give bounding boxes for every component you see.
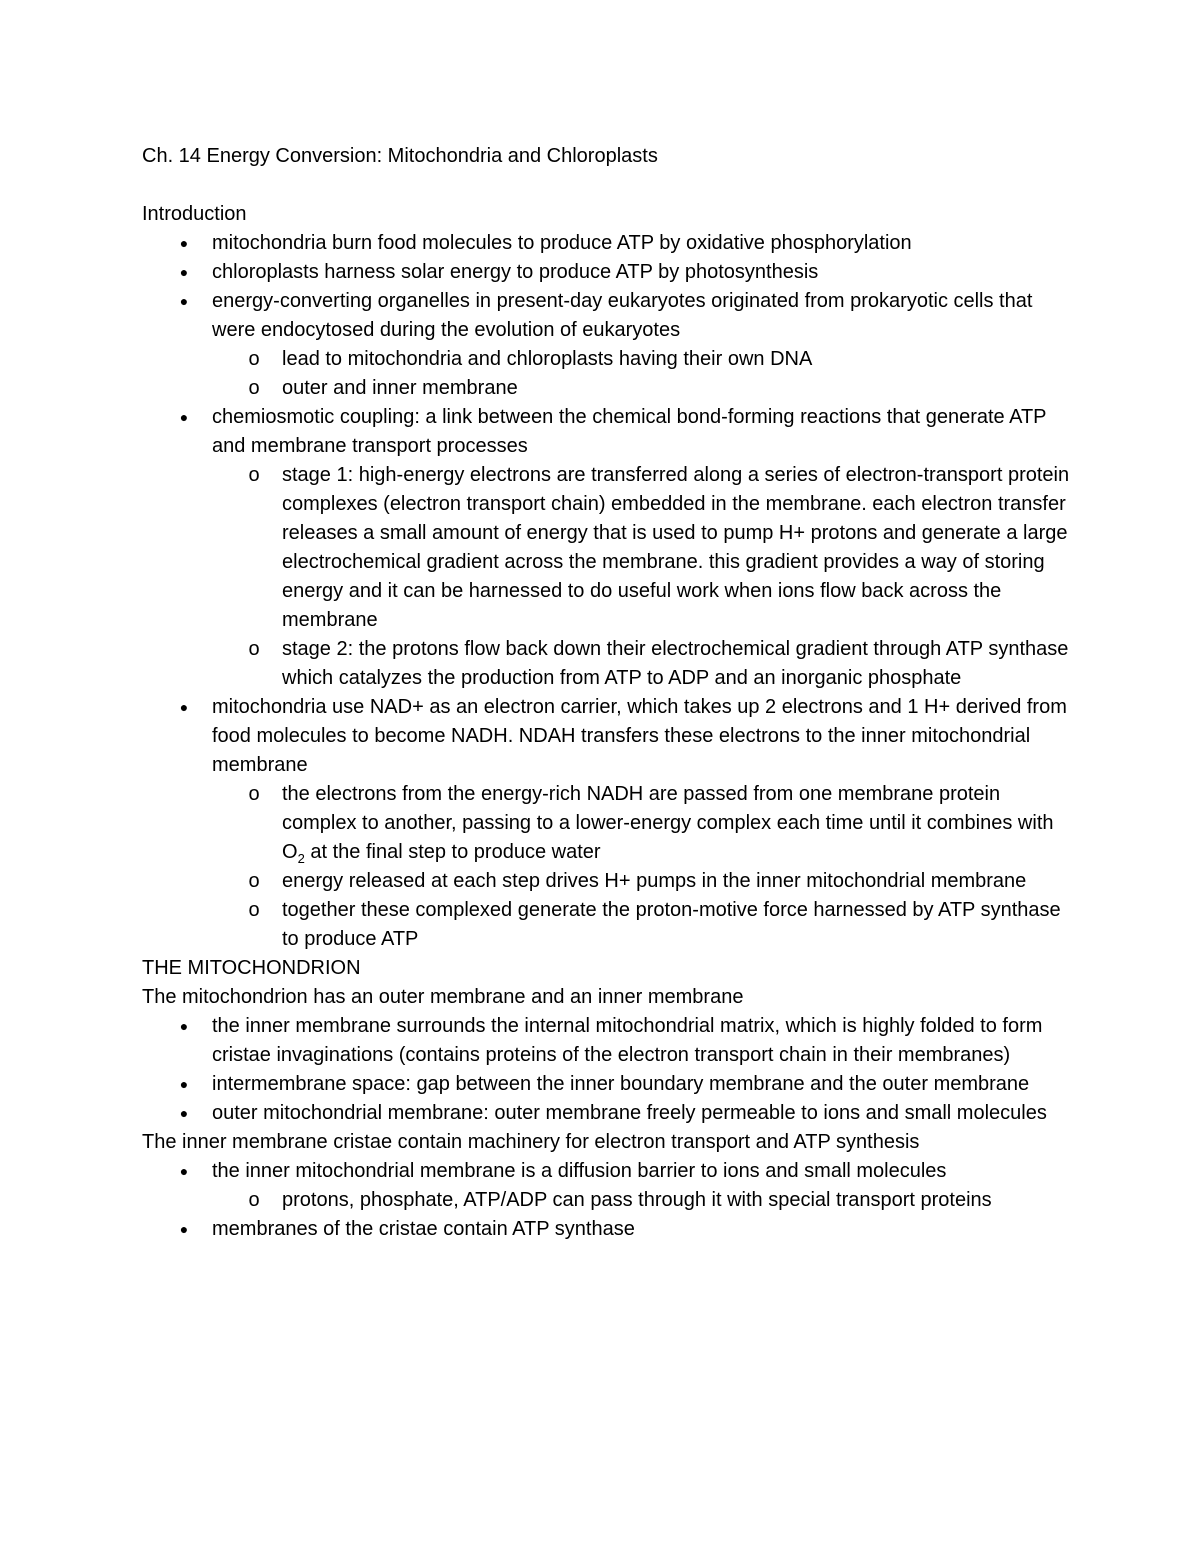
bullet-icon: ●	[179, 1221, 189, 1237]
sub-list-item-text: outer and inner membrane	[282, 377, 518, 399]
list-item	[142, 403, 1072, 693]
list-item-text: energy-converting organelles in present-day eukaryotes originated from prokaryotic cells that were endocytosed during the evolution of eukaryotes	[212, 290, 1033, 341]
sub-list	[212, 780, 1072, 954]
sub-list-item	[212, 896, 1072, 954]
sub-list-item-text-part: the electrons from the energy-rich NADH are passed from one membrane protein complex to another, passing to a lower-energy complex each time until it combines with O	[282, 783, 1054, 863]
document-body	[142, 142, 1072, 1244]
list-item	[142, 1012, 1072, 1070]
list-item-text: membranes of the cristae contain ATP synthase	[212, 1218, 635, 1240]
hollow-bullet-icon: o	[248, 377, 260, 399]
bullet-icon: ●	[179, 1163, 189, 1179]
sub-list	[212, 345, 1072, 403]
sub-list	[212, 1186, 1072, 1215]
hollow-bullet-icon: o	[248, 899, 260, 921]
bullet-icon: ●	[179, 409, 189, 425]
hollow-bullet-icon: o	[248, 783, 260, 805]
section-heading-mitochondrion: THE MITOCHONDRION	[142, 957, 361, 979]
list-item-text: chloroplasts harness solar energy to produce ATP by photosynthesis	[212, 261, 819, 283]
list-item	[142, 258, 1072, 287]
sub-list-item	[212, 867, 1072, 896]
sub-list-item	[212, 345, 1072, 374]
sub-list-item	[212, 635, 1072, 693]
list-item-text: mitochondria burn food molecules to produce ATP by oxidative phosphorylation	[212, 232, 912, 254]
list-item-text: outer mitochondrial membrane: outer membrane freely permeable to ions and small molecules	[212, 1102, 1047, 1124]
bullet-icon: ●	[179, 699, 189, 715]
list-item-text: chemiosmotic coupling: a link between the chemical bond-forming reactions that generate ATP and membrane transport processes	[212, 406, 1047, 457]
bullet-icon: ●	[179, 293, 189, 309]
oxygen-subscript: 2	[297, 851, 305, 866]
sub-list-item-text: stage 1: high-energy electrons are transferred along a series of electron-transport protein complexes (electron transport chain) embedded in the membrane. each electron transfer releases a small amount of energy that is used to pump H+ protons and generate a large electrochemical gradient across the membrane. this gradient provides a way of storing energy and it can be harnessed to do useful work when ions flow back across the membrane	[282, 464, 1070, 631]
sub-list-item	[212, 461, 1072, 635]
list-item	[142, 1215, 1072, 1244]
section-lead: The inner membrane cristae contain machinery for electron transport and ATP synthesis	[142, 1131, 920, 1153]
section-lead: The mitochondrion has an outer membrane and an inner membrane	[142, 986, 744, 1008]
hollow-bullet-icon: o	[248, 870, 260, 892]
sub-list-item	[212, 780, 1072, 867]
section-heading-introduction: Introduction	[142, 203, 247, 225]
sub-list-item-text-part: at the final step to produce water	[304, 841, 601, 863]
mitochondrion-list	[142, 1012, 1072, 1128]
list-item-text: the inner membrane surrounds the internal mitochondrial matrix, which is highly folded to form cristae invaginations (contains proteins of the electron transport chain in their membranes)	[212, 1015, 1043, 1066]
introduction-list	[142, 229, 1072, 954]
sub-list-item-text: together these complexed generate the proton-motive force harnessed by ATP synthase to produce ATP	[282, 899, 1061, 950]
bullet-icon: ●	[179, 235, 189, 251]
sub-list-item-text: stage 2: the protons flow back down their electrochemical gradient through ATP synthase which catalyzes the production from ATP to ADP and an inorganic phosphate	[282, 638, 1069, 689]
document-title: Ch. 14 Energy Conversion: Mitochondria and Chloroplasts	[142, 145, 658, 167]
sub-list-item-text	[282, 783, 1054, 866]
sub-list-item-text: protons, phosphate, ATP/ADP can pass through it with special transport proteins	[282, 1189, 992, 1211]
bullet-icon: ●	[179, 264, 189, 280]
list-item	[142, 287, 1072, 403]
list-item	[142, 1099, 1072, 1128]
hollow-bullet-icon: o	[248, 464, 260, 486]
list-item	[142, 1157, 1072, 1215]
list-item-text: intermembrane space: gap between the inner boundary membrane and the outer membrane	[212, 1073, 1030, 1095]
cristae-list	[142, 1157, 1072, 1244]
hollow-bullet-icon: o	[248, 638, 260, 660]
sub-list-item-text: energy released at each step drives H+ pumps in the inner mitochondrial membrane	[282, 870, 1027, 892]
hollow-bullet-icon: o	[248, 348, 260, 370]
sub-list-item	[212, 1186, 1072, 1215]
list-item-text: the inner mitochondrial membrane is a diffusion barrier to ions and small molecules	[212, 1160, 947, 1182]
list-item	[142, 693, 1072, 954]
sub-list	[212, 461, 1072, 693]
bullet-icon: ●	[179, 1018, 189, 1034]
bullet-icon: ●	[179, 1076, 189, 1092]
list-item	[142, 1070, 1072, 1099]
sub-list-item	[212, 374, 1072, 403]
bullet-icon: ●	[179, 1105, 189, 1121]
hollow-bullet-icon: o	[248, 1189, 260, 1211]
sub-list-item-text: lead to mitochondria and chloroplasts having their own DNA	[282, 348, 813, 370]
list-item	[142, 229, 1072, 258]
list-item-text: mitochondria use NAD+ as an electron carrier, which takes up 2 electrons and 1 H+ derived from food molecules to become NADH. NDAH transfers these electrons to the inner mitochondrial membrane	[212, 696, 1067, 776]
